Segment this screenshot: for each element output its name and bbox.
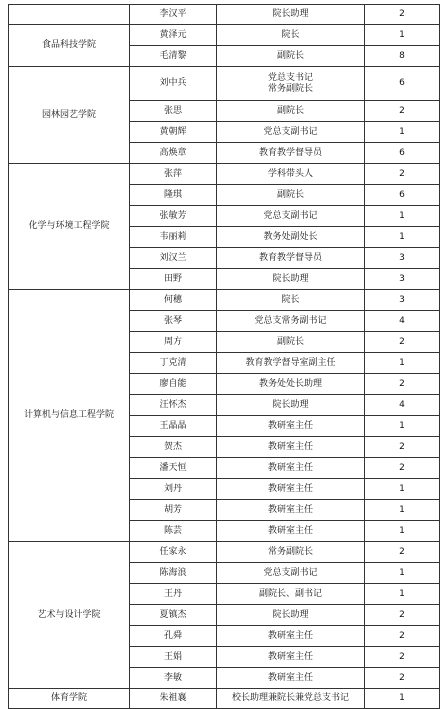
table-row	[9, 689, 440, 709]
name-cell: 张敏芳	[130, 206, 217, 227]
name-cell: 高焕章	[130, 143, 217, 164]
college-cell: 园林园艺学院	[9, 67, 130, 164]
count-cell: 1	[365, 689, 440, 709]
college-cell: 食品科技学院	[9, 25, 130, 67]
name-cell: 陈芸	[130, 521, 217, 542]
name-cell: 王丹	[130, 584, 217, 605]
position-cell: 教务处副处长	[217, 227, 365, 248]
position-cell: 院长助理	[217, 5, 365, 25]
position-cell: 党总支副书记	[217, 122, 365, 143]
position-cell: 党总支副书记	[217, 563, 365, 584]
college-cell	[9, 5, 130, 25]
count-cell: 2	[365, 542, 440, 563]
name-cell: 刘丹	[130, 479, 217, 500]
count-cell: 1	[365, 584, 440, 605]
name-cell: 李敏	[130, 668, 217, 689]
count-cell: 6	[365, 67, 440, 101]
table-row	[9, 164, 440, 185]
name-cell: 隆琪	[130, 185, 217, 206]
name-cell: 潘天恒	[130, 458, 217, 479]
name-cell: 汪怀杰	[130, 395, 217, 416]
table-row	[9, 290, 440, 311]
count-cell: 1	[365, 479, 440, 500]
count-cell: 1	[365, 122, 440, 143]
count-cell: 2	[365, 668, 440, 689]
position-cell: 副院长	[217, 185, 365, 206]
name-cell: 黄朝辉	[130, 122, 217, 143]
position-cell: 院长	[217, 25, 365, 46]
name-cell: 陈海浪	[130, 563, 217, 584]
position-cell: 教研室主任	[217, 500, 365, 521]
name-cell: 王娟	[130, 647, 217, 668]
position-cell: 党总支常务副书记	[217, 311, 365, 332]
position-cell: 副院长	[217, 46, 365, 67]
count-cell: 2	[365, 101, 440, 122]
position-cell: 副院长	[217, 332, 365, 353]
count-cell: 2	[365, 647, 440, 668]
roster-sheet	[8, 4, 440, 709]
count-cell: 2	[365, 374, 440, 395]
count-cell: 8	[365, 46, 440, 67]
position-cell: 校长助理兼院长兼党总支书记	[217, 689, 365, 709]
position-cell: 教研室主任	[217, 647, 365, 668]
position-cell: 教务处处长助理	[217, 374, 365, 395]
name-cell: 任家永	[130, 542, 217, 563]
table-row	[9, 5, 440, 25]
count-cell: 3	[365, 290, 440, 311]
name-cell: 廖自能	[130, 374, 217, 395]
count-cell: 1	[365, 25, 440, 46]
count-cell: 3	[365, 269, 440, 290]
count-cell: 4	[365, 395, 440, 416]
name-cell: 刘汉兰	[130, 248, 217, 269]
college-cell: 艺术与设计学院	[9, 542, 130, 689]
name-cell: 张思	[130, 101, 217, 122]
count-cell: 4	[365, 311, 440, 332]
college-cell: 计算机与信息工程学院	[9, 290, 130, 542]
position-cell: 教研室主任	[217, 521, 365, 542]
college-cell: 体育学院	[9, 689, 130, 709]
position-cell: 副院长	[217, 101, 365, 122]
count-cell: 2	[365, 5, 440, 25]
position-cell: 教研室主任	[217, 437, 365, 458]
count-cell: 6	[365, 185, 440, 206]
name-cell: 韦丽莉	[130, 227, 217, 248]
name-cell: 孔舜	[130, 626, 217, 647]
name-cell: 王晶晶	[130, 416, 217, 437]
name-cell: 毛清黎	[130, 46, 217, 67]
name-cell: 田野	[130, 269, 217, 290]
position-cell: 院长助理	[217, 395, 365, 416]
name-cell: 张琴	[130, 311, 217, 332]
name-cell: 黄泽元	[130, 25, 217, 46]
position-cell: 院长	[217, 290, 365, 311]
count-cell: 2	[365, 332, 440, 353]
name-cell: 何穗	[130, 290, 217, 311]
position-cell: 教研室主任	[217, 626, 365, 647]
position-cell: 教育教学督导室副主任	[217, 353, 365, 374]
name-cell: 胡芳	[130, 500, 217, 521]
position-cell: 党总支副书记	[217, 206, 365, 227]
position-cell: 院长助理	[217, 269, 365, 290]
table-row	[9, 25, 440, 46]
name-cell: 夏镇杰	[130, 605, 217, 626]
position-cell: 副院长、副书记	[217, 584, 365, 605]
count-cell: 2	[365, 626, 440, 647]
count-cell: 2	[365, 605, 440, 626]
count-cell: 2	[365, 437, 440, 458]
count-cell: 1	[365, 500, 440, 521]
position-cell: 党总支书记 常务副院长	[217, 67, 365, 101]
table-row	[9, 542, 440, 563]
position-cell: 教研室主任	[217, 416, 365, 437]
position-cell: 教育教学督导员	[217, 143, 365, 164]
position-cell: 学科带头人	[217, 164, 365, 185]
count-cell: 3	[365, 248, 440, 269]
position-cell: 教研室主任	[217, 479, 365, 500]
position-cell: 教育教学督导员	[217, 248, 365, 269]
roster-body	[9, 5, 440, 709]
position-cell: 院长助理	[217, 605, 365, 626]
count-cell: 1	[365, 521, 440, 542]
name-cell: 李汉平	[130, 5, 217, 25]
count-cell: 2	[365, 164, 440, 185]
name-cell: 刘中兵	[130, 67, 217, 101]
name-cell: 周方	[130, 332, 217, 353]
position-cell: 常务副院长	[217, 542, 365, 563]
college-cell: 化学与环境工程学院	[9, 164, 130, 290]
count-cell: 1	[365, 227, 440, 248]
count-cell: 1	[365, 353, 440, 374]
position-cell: 教研室主任	[217, 668, 365, 689]
name-cell: 丁克清	[130, 353, 217, 374]
name-cell: 朱祖襄	[130, 689, 217, 709]
count-cell: 2	[365, 458, 440, 479]
position-cell: 教研室主任	[217, 458, 365, 479]
staff-roster-table	[8, 4, 440, 709]
name-cell: 贺杰	[130, 437, 217, 458]
name-cell: 张萍	[130, 164, 217, 185]
count-cell: 1	[365, 206, 440, 227]
table-row	[9, 67, 440, 101]
count-cell: 1	[365, 416, 440, 437]
count-cell: 1	[365, 563, 440, 584]
count-cell: 6	[365, 143, 440, 164]
